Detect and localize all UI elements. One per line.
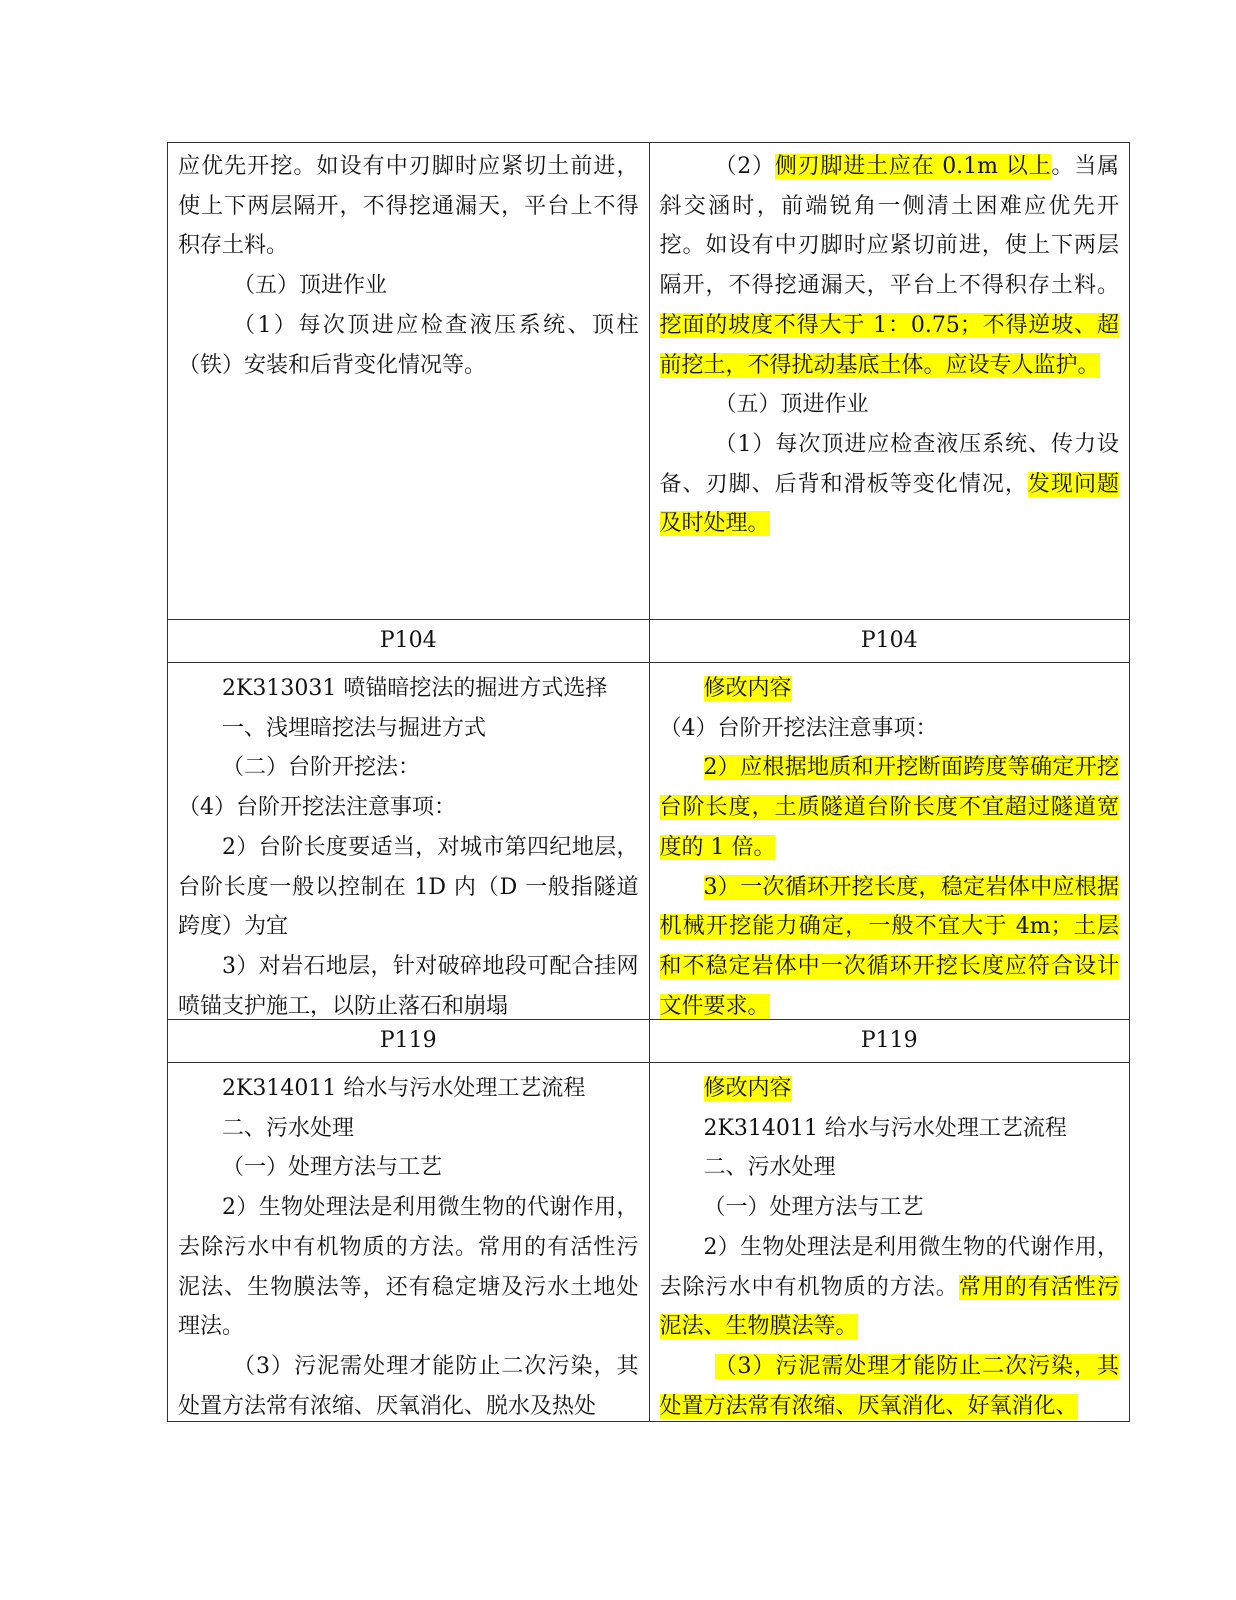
left-cell	[168, 1063, 649, 1421]
highlighted-text: 2）应根据地质和开挖断面跨度等确定开挖台阶长度，土质隧道台阶长度不宜超过隧道宽度的 1 倍。	[659, 755, 1119, 860]
paragraph: （4）台阶开挖法注意事项：	[178, 795, 456, 821]
paragraph	[660, 1347, 1120, 1421]
paragraph: 2）台阶长度要适当，对城市第四纪地层，台阶长度一般以控制在 1D 内（D 一般指隧道跨度）为宜	[178, 834, 639, 940]
paragraph	[660, 669, 1120, 709]
page-ref-left: P104	[379, 628, 437, 653]
page-ref-row	[167, 1020, 1130, 1063]
page-ref-right: P104	[649, 620, 1130, 662]
left-cell	[168, 663, 649, 1019]
paragraph: 2）生物处理法是利用微生物的代谢作用，去除污水中有机物质的方法。常用的有活性污泥法、生物膜法等，还有稳定塘及污水土地处理法。	[178, 1195, 639, 1340]
modified-label: 修改内容	[703, 1076, 792, 1101]
paragraph: （一）处理方法与工艺	[703, 1195, 924, 1221]
modified-label: 修改内容	[703, 676, 792, 701]
right-cell	[649, 663, 1130, 1019]
paragraph: 2K313031 喷锚暗挖法的掘进方式选择	[222, 676, 608, 701]
right-cell	[649, 143, 1130, 619]
paragraph: 应优先开挖。如设有中刃脚时应紧切土前进，使上下两层隔开，不得挖通漏天，平台上不得积存土料。	[178, 154, 639, 259]
paragraph	[660, 1069, 1120, 1109]
paragraph: 二、污水处理	[703, 1155, 836, 1181]
text: （1）每次顶进应检查液压系统、传力设备、刃脚、后背和滑板等变化情况，	[659, 431, 1119, 497]
paragraph: （二）台阶开挖法：	[222, 755, 421, 781]
paragraph: （五）顶进作业	[714, 392, 869, 418]
text: （2）	[714, 154, 775, 179]
highlighted-text: 侧刃脚进土应在 0.1m 以上	[774, 154, 1052, 179]
paragraph	[660, 868, 1120, 1019]
table-row	[167, 142, 1130, 620]
page-ref-left: P119	[379, 1028, 437, 1053]
right-cell	[649, 1063, 1130, 1421]
text: 2）生物处理法是利用微生物的代谢作用，去除污水中有机物质的方法。	[659, 1234, 1119, 1300]
paragraph: （五）顶进作业	[233, 273, 388, 299]
paragraph: （一）处理方法与工艺	[222, 1155, 443, 1181]
paragraph: 2K314011 给水与污水处理工艺流程	[222, 1076, 586, 1101]
paragraph: 二、污水处理	[222, 1115, 355, 1141]
paragraph: （4）台阶开挖法注意事项：	[659, 715, 938, 741]
paragraph: 3）对岩石地层，针对破碎地段可配合挂网喷锚支护施工，以防止落石和崩塌	[178, 953, 639, 1019]
table-row	[167, 663, 1130, 1020]
comparison-table	[167, 142, 1130, 1422]
highlighted-text: （3）污泥需处理才能防止二次污染，其处置方法常有浓缩、厌氧消化、好氧消化、	[659, 1353, 1119, 1419]
paragraph: （3）污泥需处理才能防止二次污染，其处置方法常有浓缩、厌氧消化、脱水及热处	[178, 1353, 639, 1419]
highlighted-text: 挖面的坡度不得大于 1：0.75；不得逆坡、超前挖土，不得扰动基底土体。应设专人监护。	[659, 312, 1119, 378]
highlighted-text: 常用的有活性污泥法、生物膜法等。	[659, 1274, 1119, 1340]
paragraph: 一、浅埋暗挖法与掘进方式	[222, 715, 487, 741]
table-row	[167, 1063, 1130, 1422]
left-cell	[168, 143, 649, 619]
paragraph	[660, 748, 1120, 867]
highlighted-text: 发现问题及时处理。	[659, 471, 1119, 537]
paragraph	[660, 425, 1120, 544]
paragraph: 2K314011 给水与污水处理工艺流程	[703, 1115, 1067, 1141]
page-ref-row	[167, 620, 1130, 663]
paragraph: （1）每次顶进应检查液压系统、顶柱（铁）安装和后背变化情况等。	[178, 312, 639, 378]
page-ref-right: P119	[649, 1020, 1130, 1062]
paragraph	[660, 147, 1120, 385]
highlighted-text: 3）一次循环开挖长度，稳定岩体中应根据机械开挖能力确定，一般不宜大于 4m；土层和不稳定岩体中一次循环开挖长度应符合设计文件要求。	[659, 874, 1119, 1019]
text: 。当属斜交涵时，前端锐角一侧清土困难应优先开挖。如设有中刃脚时应紧切前进，使上下两层隔开，不得挖通漏天，平台上不得积存土料。	[659, 154, 1119, 299]
paragraph	[660, 1228, 1120, 1347]
